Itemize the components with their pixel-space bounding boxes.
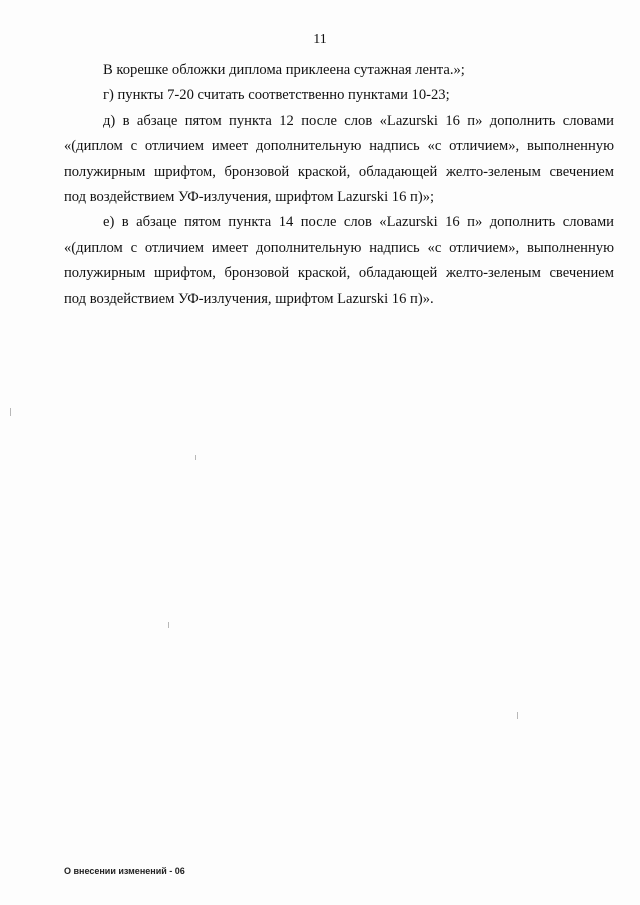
paragraph-line: г) пункты 7-20 считать соответственно пунктами 10-23; xyxy=(103,87,450,104)
paragraph-line: «(диплом с отличием имеет дополнительную надпись «с отличием», выполненную xyxy=(64,138,614,155)
paragraph-4 xyxy=(64,210,614,312)
paragraph-line: д) в абзаце пятом пункта 12 после слов «Lazurski 16 п» дополнить словами xyxy=(103,112,614,129)
paragraph-line: «(диплом с отличием имеет дополнительную надпись «с отличием», выполненную xyxy=(64,239,614,256)
document-body xyxy=(64,58,614,312)
paragraph-line: е) в абзаце пятом пункта 14 после слов «Lazurski 16 п» дополнить словами xyxy=(103,214,614,231)
scan-speck xyxy=(195,455,196,460)
page-number: 11 xyxy=(313,32,327,47)
paragraph-line: полужирным шрифтом, бронзовой краской, обладающей желто-зеленым свечением xyxy=(64,163,614,180)
paragraph-2 xyxy=(64,83,614,108)
scan-speck xyxy=(168,622,169,628)
paragraph-line: под воздействием УФ-излучения, шрифтом Lazurski 16 п)». xyxy=(64,290,434,307)
paragraph-line: полужирным шрифтом, бронзовой краской, обладающей желто-зеленым свечением xyxy=(64,265,614,282)
paragraph-3 xyxy=(64,109,614,211)
footer-note: О внесении изменений - 06 xyxy=(64,866,185,876)
paragraph-line: под воздействием УФ-излучения, шрифтом Lazurski 16 п)»; xyxy=(64,189,435,206)
scan-speck xyxy=(517,712,518,719)
paragraph-line: В корешке обложки диплома приклеена сутажная лента.»; xyxy=(103,62,465,78)
paragraph-1 xyxy=(64,58,614,83)
scan-speck xyxy=(10,408,11,416)
